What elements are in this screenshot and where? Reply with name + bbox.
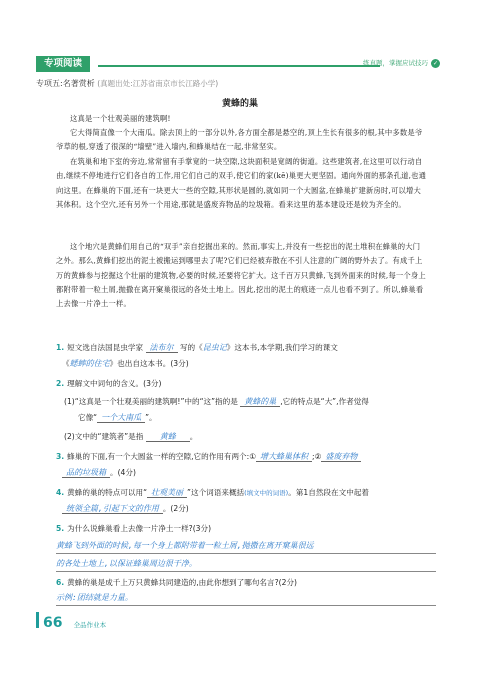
question-number: 5. [56,524,65,533]
answer-rule [56,571,436,572]
question-2: 2. 理解文中词句的含义。(3分) [56,379,162,388]
article-paragraph-1: 这真是一个壮观美丽的建筑啊! [70,114,171,123]
question-number: 3. [56,452,65,461]
page-footer [36,612,440,631]
answer-line-2[interactable]: 的各处土地上,以保证蜂巢周边很干净。 [56,559,197,568]
answer-line[interactable]: 示例:团结就是力量。 [56,593,133,602]
subtitle-source: (真题出处:江苏省南京市长江路小学) [97,79,219,88]
header-divider [98,65,380,67]
answer-blank[interactable]: 黄蜂的巢 [240,397,280,407]
answer-line-1[interactable]: 黄蜂飞到外面的时候,每一个身上都附带着一粒土屑,抛撒在离开窠巢很远 [56,541,314,550]
circle-logo-icon: ✓ [432,60,439,67]
answer-blank[interactable]: 壮观美丽 [147,488,187,498]
answer-blank[interactable]: 统领全篇,引起下文的作用 [62,504,163,514]
subtitle-label: 专项五:名著赏析 [36,79,95,88]
footer-accent-bar [36,612,39,628]
answer-blank[interactable]: 法布尔 [146,343,178,353]
question-1: 1. 短文选自法国昆虫学家 法布尔 写的《昆虫记》这本书,本学期,我们学习的课文 [56,343,338,352]
question-2-sub1: (1)“这真是一个壮观美丽的建筑啊!”中的“这”指的是 黄蜂的巢 ,它的特点是“大”,作者觉得 [64,397,369,406]
page-number: 66 [43,615,63,631]
book-name: 全品作业本 [73,621,107,629]
section-tag: 专项阅读 [36,56,90,72]
subtitle [36,78,218,89]
question-number: 1. [56,343,65,352]
answer-blank[interactable]: 昆虫记 [202,343,227,352]
header-slogan: 练真题，掌握应试技巧 [363,59,428,67]
question-4-line2: 统领全篇,引起下文的作用 。(2分) [62,503,442,515]
question-number: 2. [56,379,65,388]
question-5: 5. 为什么说蜂巢看上去像一片净土一样?(3分) [56,524,212,533]
question-3-line2: 品的垃圾箱 。(4分) [62,467,442,479]
article-paragraph-4: 这个地穴是黄蜂们用自己的“双手”亲自挖掘出来的。然而,事实上,并没有一些挖出的泥土堆积在蜂巢的大门之外。那么,黄蜂们挖出的泥土被搬运到哪里去了呢?它们已经被弃散在不引人注意的广阔的野外去了。有成千上万的黄蜂参与挖掘这个壮丽的建筑物,必要的时候,还要将它扩大。这千百万只黄蜂,飞到外面来的时候,每一个身上都附带着一粒土屑,抛撒在离开窠巢很远的各处土地上。因此,挖出的泥土的痕迹一点儿也看不到了。所以,蜂巢看上去像一片净土一样。 [56,242,426,309]
answer-rule [56,553,436,554]
answer-blank[interactable]: 盛废弃物 [321,452,361,462]
answer-blank[interactable]: 增大蜂巢体积 [256,452,312,462]
article-paragraph-3: 在筑巢和地下室的旁边,常常留有手掌宽的一块空隙,这块面积是宽阔的街道。这些建筑者,在这里可以行动自由,继续不停地进行它们各自的工作,用它们自己的双手,使它们的家(kē)巢更大更坚固。通向外面的那条孔道,也通向这里。在蜂巢的下面,还有一块更大一些的空隙,其形状是圆的,就如同一个大圆盆,在蜂巢扩建新房时,可以增大其体积。这个空穴,还有另外一个用途,那就是盛废弃物品的垃圾箱。看来这里的基本建设还是较为齐全的。 [56,157,427,209]
question-2-sub1-line2: 它像“ 一个大南瓜 ”。 [78,413,157,422]
question-2-sub2: (2)文中的“建筑者”是指 黄蜂 。 [64,432,198,441]
hint-text: (填文中的词语) [244,489,289,497]
question-number: 6. [56,578,65,587]
question-1-line2: 《蟋蟀的住宅》也出自这本书。(3分) [62,359,189,368]
question-number: 4. [56,488,65,497]
article-paragraph-2: 它大得简直像一个大南瓜。除去顶上的一部分以外,各方面全都是悬空的,顶上生长有很多的根,其中多数是爷爷草的根,穿透了很深的“墙壁”进入墙内,和蜂巢结在一起,非常坚实。 [56,128,423,152]
answer-blank[interactable]: 蟋蟀的住宅 [69,359,110,368]
article-title: 黄蜂的巢 [221,99,258,109]
answer-blank[interactable]: 黄蜂 [146,432,190,442]
question-4: 4. 黄蜂的巢的特点可以用“ 壮观美丽 ”这个词语来概括(填文中的词语)。第1自然段在文中起着 [56,488,369,497]
section-header [36,56,440,72]
answer-rule [56,605,436,606]
answer-blank[interactable]: 品的垃圾箱 [62,468,110,478]
question-6: 6. 黄蜂的巢是成千上万只黄蜂共同建造的,由此你想到了哪句名言?(2分) [56,578,297,587]
question-3: 3. 蜂巢的下面,有一个大圆盆一样的空隙,它的作用有两个:① 增大蜂巢体积 ;② 盛废弃物 [56,451,436,463]
answer-blank[interactable]: 一个大南瓜 [97,413,145,423]
